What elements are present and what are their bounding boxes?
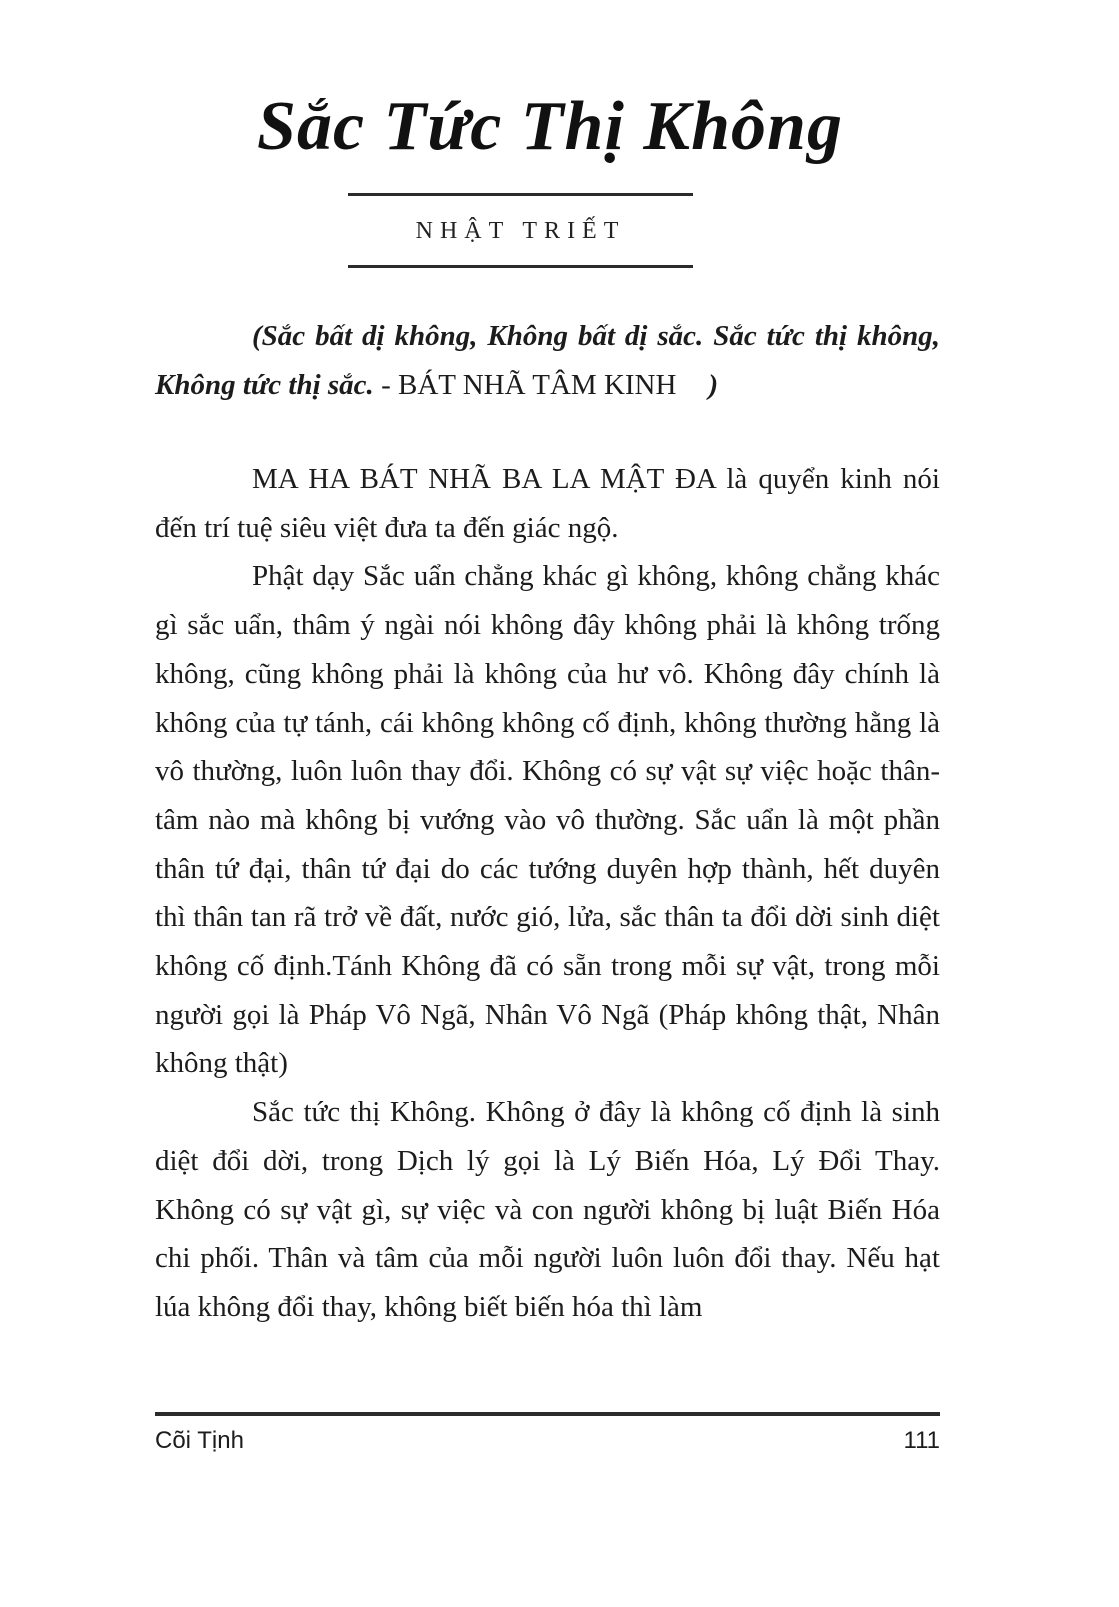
footer-divider [155,1412,940,1416]
epigraph-source: BÁT NHÃ TÂM KINH [397,368,677,401]
article-title: Sắc Tức Thị Không [257,88,843,165]
page-footer [155,1427,940,1459]
body-paragraph: Phật dạy Sắc uẩn chẳng khác gì không, không chẳng khác gì sắc uẩn, thâm ý ngài nói không đây không phải là không trống không, cũng không phải là không của hư vô. Không đây chính là không của tự tánh, cái không không cố định, không thường hằng là vô thường, luôn luôn thay đổi. Không có sự vật sự việc hoặc thân-tâm nào mà không bị vướng vào vô thường. Sắc uẩn là một phần thân tứ đại, thân tứ đại do các tướng duyên hợp thành, hết duyên thì thân tan rã trở về đất, nước gió, lửa, sắc thân ta đổi dời sinh diệt không cố định.Tánh Không đã có sẵn trong mỗi sự vật, trong mỗi người gọi là Pháp Vô Ngã, Nhân Vô Ngã (Pháp không thật, Nhân không thật) [155,560,940,1080]
epigraph-verse: (Sắc bất dị không, Không bất dị sắc. Sắc tức thị không, Không tức thị sắc. [155,320,940,401]
author-name: NHẬT TRIẾT [415,218,626,244]
article-body [155,455,940,1332]
title-divider-top [348,193,693,196]
epigraph-line [155,312,940,409]
body-paragraph: MA HA BÁT NHÃ BA LA MẬT ĐA là quyển kinh nói đến trí tuệ siêu việt đưa ta đến giác ngộ. [155,463,940,544]
epigraph-dash: - [373,368,398,401]
publication-name: Cõi Tịnh [155,1427,244,1454]
epigraph-close-paren: ) [708,368,719,401]
title-divider-bottom [348,265,693,268]
body-paragraph: Sắc tức thị Không. Không ở đây là không cố định là sinh diệt đổi dời, trong Dịch lý gọi là Lý Biến Hóa, Lý Đổi Thay. Không có sự vật gì, sự việc và con người không bị luật Biến Hóa chi phối. Thân và tâm của mỗi người luôn luôn đổi thay. Nếu hạt lúa không đổi thay, không biết biến hóa thì làm [155,1096,940,1323]
epigraph [155,312,940,409]
page-number: 111 [903,1427,940,1454]
